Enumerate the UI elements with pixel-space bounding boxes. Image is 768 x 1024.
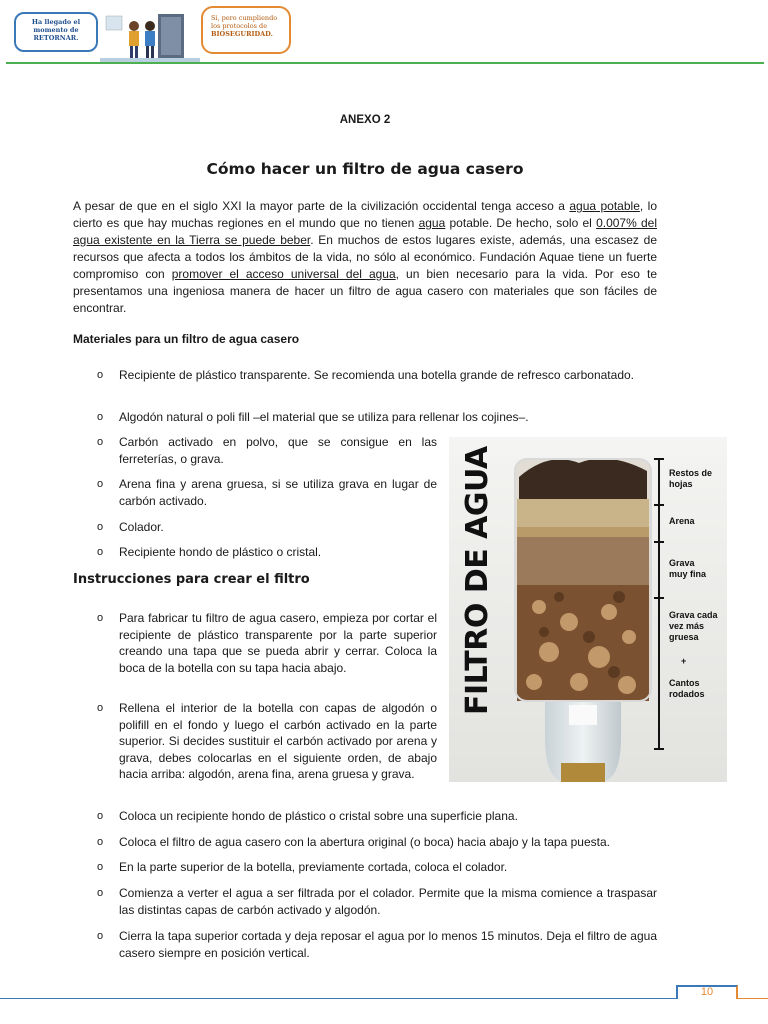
list-item (97, 808, 657, 825)
instruction-text: Coloca un recipiente hondo de plástico o cristal sobre una superficie plana. (119, 809, 518, 823)
instruction-text: Para fabricar tu filtro de agua casero, empieza por cortar el recipiente de plástico transparente por la parte superior creando una tapa que se pueda abrir y cerrar. Coloca la boca de la botella con su tapa hacia abajo. (119, 611, 437, 675)
list-item (97, 434, 437, 467)
bullet: o (97, 546, 104, 558)
link-agua-existente[interactable]: 0.007% del agua existente en la Tierra se puede beber (73, 216, 657, 247)
page-number: 10 (700, 986, 714, 998)
bullet: o (97, 810, 104, 822)
link-agua-potable[interactable]: agua potable (569, 199, 640, 213)
layer-tick (654, 541, 664, 543)
label-grava-gruesa: Grava cada vez más gruesa (669, 610, 718, 642)
bullet: o (97, 930, 104, 942)
instruction-text: Cierra la tapa superior cortada y deja reposar el agua por lo menos 15 minutos. Deja el filtro de agua casero siempre en posición vertical. (119, 929, 657, 960)
layer-scale-line (658, 458, 660, 748)
bubble-right-strong: BIOSEGURIDAD. (211, 30, 273, 38)
list-item (97, 610, 437, 676)
annex-label: ANEXO 2 (339, 114, 391, 126)
list-item (97, 409, 657, 426)
page-title: Cómo hacer un filtro de agua casero (206, 160, 524, 178)
list-item (97, 859, 657, 876)
header-divider (6, 62, 764, 64)
bullet: o (97, 887, 104, 899)
material-text: Colador. (119, 520, 164, 534)
list-item (97, 519, 437, 536)
material-text: Carbón activado en polvo, que se consigue en las ferreterías, o grava. (119, 435, 437, 466)
instructions-heading: Instrucciones para crear el filtro (73, 572, 310, 587)
list-item (97, 885, 657, 918)
layer-tick (654, 504, 664, 506)
label-cantos-rodados: Cantos rodados (669, 678, 705, 699)
list-item (97, 476, 437, 509)
link-acceso-universal[interactable]: promover el acceso universal del agua (171, 267, 396, 281)
bullet: o (97, 369, 104, 381)
list-item (97, 367, 657, 384)
intro-text-4: . En muchos de estos lugares existe, además, una escasez de recursos que afecta a todos los ámbitos de la vida, no sólo al económico. Fundación Aquae tiene un fuerte compromiso con (73, 233, 657, 281)
material-text: Algodón natural o poli fill –el material que se utiliza para rellenar los cojines–. (119, 410, 529, 424)
materials-heading: Materiales para un filtro de agua casero (73, 332, 300, 346)
page-header (0, 0, 768, 66)
bubble-right-text: Si, pero cumpliendo los protocolos de (211, 14, 278, 30)
list-item (97, 834, 657, 851)
intro-text-5: , un bien necesario para la vida. Por eso te presentamos una ingeniosa manera de hacer un filtro de agua casero con materiales que son fáciles de encontrar. (73, 267, 658, 315)
list-item (97, 700, 437, 783)
material-text: Recipiente hondo de plástico o cristal. (119, 545, 322, 559)
intro-paragraph (73, 198, 657, 317)
bullet: o (97, 411, 104, 423)
layer-tick (654, 597, 664, 599)
instruction-text: Comienza a verter el agua a ser filtrada por el colador. Permite que la misma comience a traspasar las distintas capas de carbón activado y algodón. (119, 886, 657, 917)
instruction-text: En la parte superior de la botella, previamente cortada, coloca el colador. (119, 860, 508, 874)
students-illustration (100, 12, 200, 64)
label-restos-de-hojas: Restos de hojas (669, 468, 713, 489)
label-arena: Arena (669, 516, 695, 526)
speech-bubble-right (201, 6, 291, 54)
intro-text-3: potable. De hecho, solo el (445, 216, 597, 230)
bullet: o (97, 836, 104, 848)
speech-bubble-left: Ha llegado el momento de RETORNAR. (14, 12, 98, 52)
layer-tick (654, 458, 664, 460)
footer-line (0, 998, 676, 999)
footer-line-accent (738, 998, 768, 999)
intro-text-1: A pesar de que en el siglo XXI la mayor parte de la civilización occidental tenga acceso a (73, 199, 570, 213)
bullet: o (97, 478, 104, 490)
intro-text-2: , lo cierto es que hay muchas regiones en el mundo que no tienen (73, 199, 657, 230)
label-plus: + (681, 656, 687, 666)
list-item (97, 928, 657, 961)
instruction-text: Rellena el interior de la botella con capas de algodón o polifill en el fondo y luego el carbón activado en la parte superior. Si decides sustituir el carbón activado por arena y grava, debes colocarlas en el siguiente orden, de abajo hacia arriba: algodón, arena fina, arena gruesa y grava. (119, 701, 437, 781)
list-item (97, 544, 437, 561)
material-text: Recipiente de plástico transparente. Se recomienda una botella grande de refresco carbonatado. (119, 368, 634, 382)
bullet: o (97, 612, 104, 624)
link-agua[interactable]: agua (418, 216, 446, 230)
instruction-text: Coloca el filtro de agua casero con la abertura original (o boca) hacia abajo y la tapa puesta. (119, 835, 610, 849)
layer-tick (654, 748, 664, 750)
figure-title: FILTRO DE AGUA (460, 446, 495, 715)
label-grava-muy-fina: Grava muy fina (669, 558, 707, 579)
bullet: o (97, 521, 104, 533)
bullet: o (97, 436, 104, 448)
bullet: o (97, 861, 104, 873)
bullet: o (97, 702, 104, 714)
material-text: Arena fina y arena gruesa, si se utiliza grava en lugar de carbón activado. (119, 477, 437, 508)
